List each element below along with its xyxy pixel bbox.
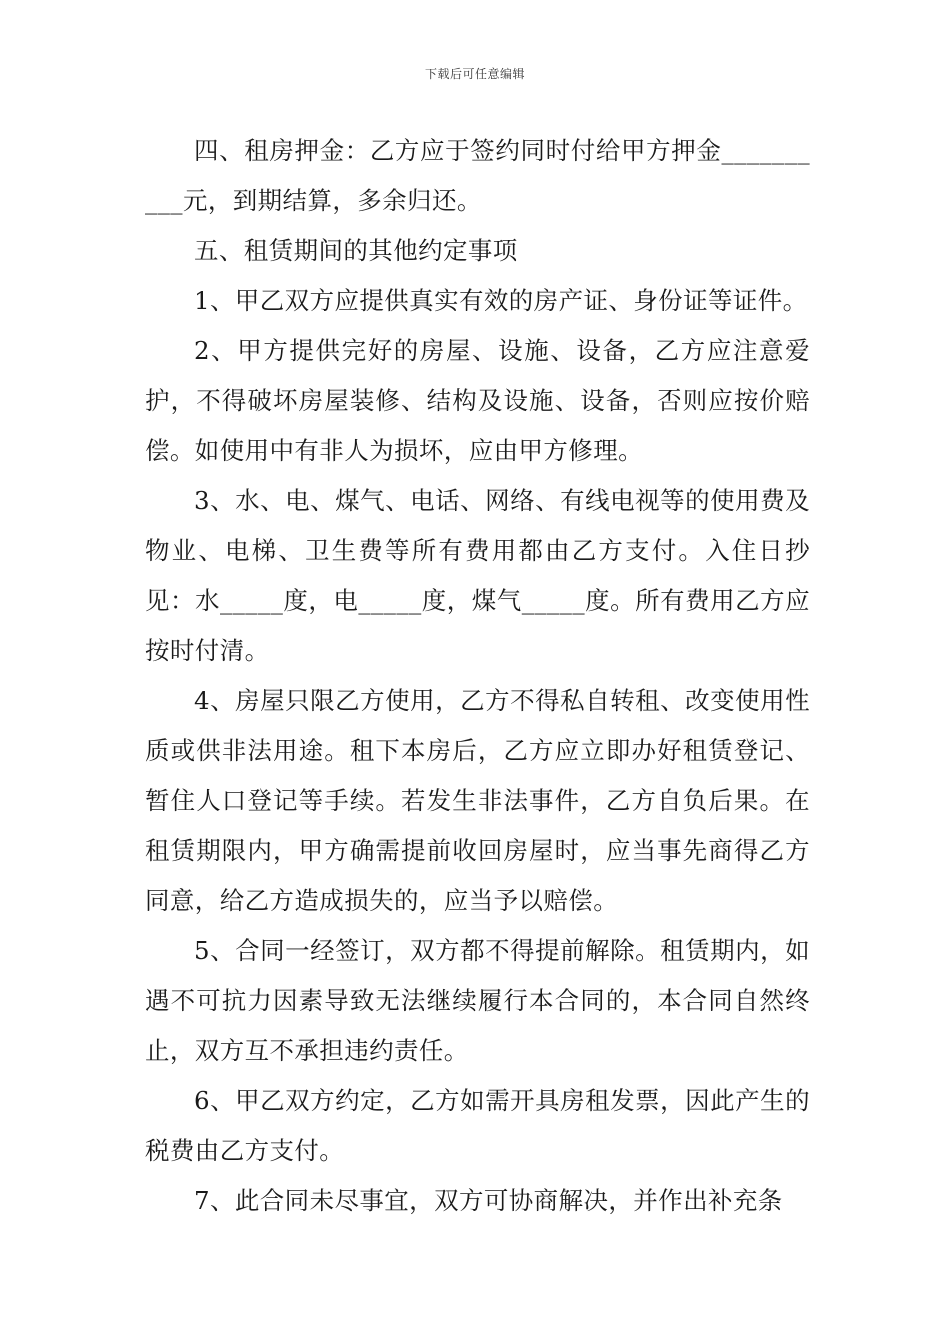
paragraph-deposit: 四、租房押金：乙方应于签约同时付给甲方押金__________元，到期结算，多余归还。: [145, 136, 810, 215]
paragraph-section-five-heading: 五、租赁期间的其他约定事项: [194, 236, 518, 265]
paragraph-clause-2: 2、甲方提供完好的房屋、设施、设备，乙方应注意爱护，不得破坏房屋装修、结构及设施、设备，否则应按价赔偿。如使用中有非人为损坏，应由甲方修理。: [145, 336, 810, 465]
contract-body: [145, 126, 810, 1226]
paragraph-clause-4: 4、房屋只限乙方使用，乙方不得私自转租、改变使用性质或供非法用途。租下本房后，乙方应立即办好租赁登记、暂住人口登记等手续。若发生非法事件，乙方自负后果。在租赁期限内，甲方确需提前收回房屋时，应当事先商得乙方同意，给乙方造成损失的，应当予以赔偿。: [145, 686, 810, 915]
page-header-note: 下载后可任意编辑: [424, 67, 525, 81]
paragraph-clause-5: 5、合同一经签订，双方都不得提前解除。租赁期内，如遇不可抗力因素导致无法继续履行本合同的，本合同自然终止，双方互不承担违约责任。: [145, 936, 810, 1065]
paragraph-clause-7: 7、此合同未尽事宜，双方可协商解决，并作出补充条: [194, 1186, 783, 1215]
paragraph-clause-6: 6、甲乙双方约定，乙方如需开具房租发票，因此产生的税费由乙方支付。: [145, 1086, 810, 1165]
paragraph-clause-3: 3、水、电、煤气、电话、网络、有线电视等的使用费及物业、电梯、卫生费等所有费用都由乙方支付。入住日抄见：水_____度，电_____度，煤气_____度。所有费用乙方应按时付清。: [145, 486, 810, 665]
paragraph-clause-1: 1、甲乙双方应提供真实有效的房产证、身份证等证件。: [194, 286, 808, 315]
